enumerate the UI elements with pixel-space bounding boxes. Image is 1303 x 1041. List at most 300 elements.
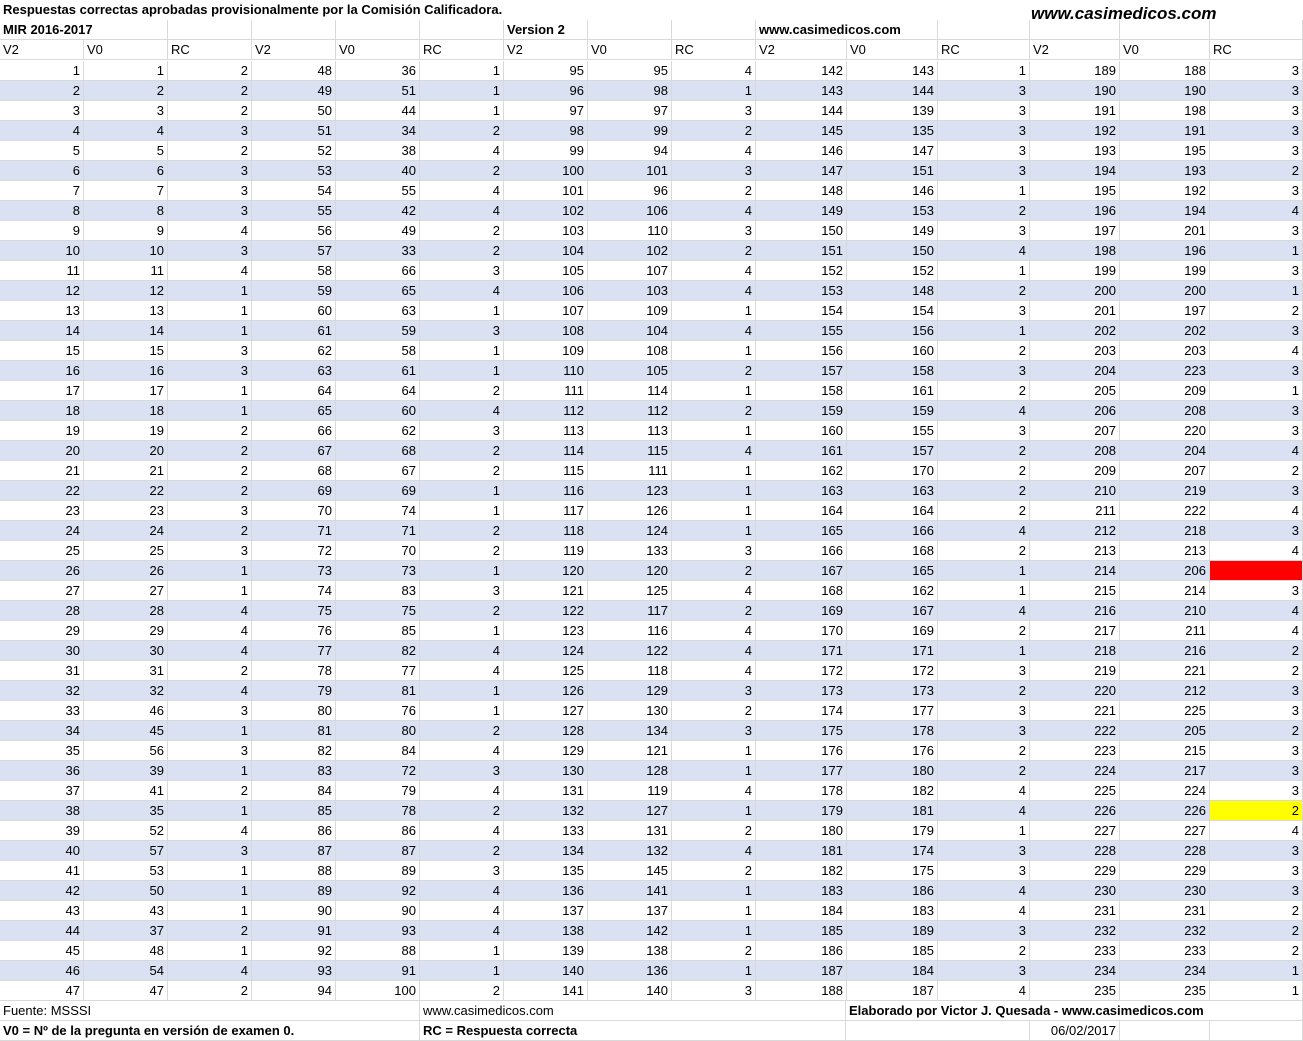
column-header: RC	[168, 40, 252, 60]
table-cell: 2	[168, 481, 252, 501]
table-cell: 1	[938, 581, 1030, 601]
table-cell: 76	[336, 701, 420, 721]
table-cell: 25	[0, 541, 84, 561]
table-cell: 154	[756, 301, 847, 321]
table-cell: 1	[672, 761, 756, 781]
table-cell: 206	[1030, 401, 1120, 421]
table-cell: 2	[1210, 301, 1303, 321]
table-row	[0, 141, 1303, 161]
table-row	[0, 581, 1303, 601]
table-cell: 3	[168, 841, 252, 861]
table-cell: 2	[420, 981, 504, 1001]
table-cell: 197	[1120, 301, 1210, 321]
table-cell: 19	[84, 421, 168, 441]
table-cell: 88	[336, 941, 420, 961]
table-row	[0, 741, 1303, 761]
table-cell: 180	[756, 821, 847, 841]
table-cell: 7	[0, 181, 84, 201]
table-cell: 150	[847, 241, 938, 261]
table-cell: 1	[168, 301, 252, 321]
table-cell: 158	[847, 361, 938, 381]
table-cell: 4	[420, 641, 504, 661]
table-cell: 1	[420, 561, 504, 581]
table-cell: 2	[938, 941, 1030, 961]
table-cell: 3	[420, 581, 504, 601]
table-cell: 146	[847, 181, 938, 201]
table-cell: 1	[168, 281, 252, 301]
table-cell: 60	[252, 301, 336, 321]
table-cell: 4	[168, 961, 252, 981]
table-cell: 57	[252, 241, 336, 261]
table-cell: 3	[938, 861, 1030, 881]
table-cell: 2	[672, 241, 756, 261]
table-cell: 1	[672, 421, 756, 441]
table-cell: 20	[84, 441, 168, 461]
table-cell: 2	[420, 461, 504, 481]
footer-site: www.casimedicos.com	[420, 1001, 846, 1021]
table-cell: 3	[938, 721, 1030, 741]
table-cell: 1	[938, 641, 1030, 661]
table-cell: 151	[756, 241, 847, 261]
table-cell: 89	[336, 861, 420, 881]
table-cell: 2	[168, 661, 252, 681]
table-cell: 169	[756, 601, 847, 621]
table-cell: 90	[336, 901, 420, 921]
table-row	[0, 81, 1303, 101]
table-cell: 161	[847, 381, 938, 401]
date-stamp: 06/02/2017	[1030, 1021, 1120, 1041]
table-cell: 172	[756, 661, 847, 681]
table-cell: 12	[84, 281, 168, 301]
table-cell: 116	[504, 481, 588, 501]
table-cell: 174	[756, 701, 847, 721]
table-cell: 147	[756, 161, 847, 181]
table-cell: 71	[252, 521, 336, 541]
table-cell: 136	[588, 961, 672, 981]
table-cell: 162	[756, 461, 847, 481]
table-cell: 3	[168, 161, 252, 181]
table-cell: 81	[336, 681, 420, 701]
table-cell: 100	[336, 981, 420, 1001]
table-cell: 119	[504, 541, 588, 561]
table-cell: 142	[756, 61, 847, 81]
column-header: V2	[756, 40, 847, 60]
table-cell: 232	[1120, 921, 1210, 941]
table-row	[0, 481, 1303, 501]
table-cell: 230	[1030, 881, 1120, 901]
table-cell: 176	[847, 741, 938, 761]
table-cell: 223	[1120, 361, 1210, 381]
table-cell: 205	[1030, 381, 1120, 401]
table-cell: 2	[938, 541, 1030, 561]
table-cell: 125	[504, 661, 588, 681]
table-cell: 72	[336, 761, 420, 781]
column-header: V2	[252, 40, 336, 60]
table-cell: 163	[847, 481, 938, 501]
table-cell: 90	[252, 901, 336, 921]
table-cell: 146	[756, 141, 847, 161]
table-cell: 226	[1030, 801, 1120, 821]
table-row	[0, 841, 1303, 861]
table-cell: 3	[1210, 741, 1303, 761]
table-cell: 4	[672, 661, 756, 681]
table-cell: 134	[504, 841, 588, 861]
table-row	[0, 701, 1303, 721]
table-cell: 133	[504, 821, 588, 841]
table-cell: 3	[672, 221, 756, 241]
table-cell: 122	[588, 641, 672, 661]
table-cell: 44	[0, 921, 84, 941]
table-cell: 99	[504, 141, 588, 161]
table-cell: 190	[1120, 81, 1210, 101]
table-cell: 178	[847, 721, 938, 741]
table-cell: 21	[0, 461, 84, 481]
table-cell: 2	[168, 781, 252, 801]
table-cell: 107	[504, 301, 588, 321]
table-cell: 115	[504, 461, 588, 481]
table-cell: 2	[672, 561, 756, 581]
table-cell: 173	[756, 681, 847, 701]
table-cell: 24	[0, 521, 84, 541]
table-cell: 108	[588, 341, 672, 361]
legend-rc: RC = Respuesta correcta	[420, 1021, 846, 1041]
table-cell: 4	[672, 141, 756, 161]
table-cell: 189	[1030, 61, 1120, 81]
table-cell: 3	[938, 421, 1030, 441]
table-cell: 228	[1120, 841, 1210, 861]
table-cell: 68	[336, 441, 420, 461]
table-cell: 176	[756, 741, 847, 761]
footer-row-2	[0, 1021, 1303, 1041]
table-cell: 140	[504, 961, 588, 981]
table-cell: 4	[420, 901, 504, 921]
table-cell: 4	[938, 981, 1030, 1001]
table-cell: 56	[84, 741, 168, 761]
table-cell: 1	[938, 821, 1030, 841]
table-cell: 8	[0, 201, 84, 221]
table-cell: 4	[420, 201, 504, 221]
table-row	[0, 321, 1303, 341]
table-cell: 67	[252, 441, 336, 461]
table-cell: 2	[938, 201, 1030, 221]
table-cell: 130	[588, 701, 672, 721]
table-cell: 63	[252, 361, 336, 381]
table-cell: 159	[847, 401, 938, 421]
table-cell: 3	[672, 681, 756, 701]
table-cell: 61	[252, 321, 336, 341]
table-cell: 73	[252, 561, 336, 581]
table-cell: 235	[1030, 981, 1120, 1001]
table-cell: 3	[938, 361, 1030, 381]
table-cell: 1	[1210, 241, 1303, 261]
table-cell: 1	[168, 881, 252, 901]
table-cell: 3	[168, 341, 252, 361]
table-cell: 18	[84, 401, 168, 421]
table-row	[0, 781, 1303, 801]
table-cell: 3	[1210, 701, 1303, 721]
table-cell: 119	[588, 781, 672, 801]
table-cell: 2	[420, 841, 504, 861]
table-cell: 182	[756, 861, 847, 881]
table-cell: 4	[420, 661, 504, 681]
table-cell: 2	[168, 921, 252, 941]
table-cell: 74	[252, 581, 336, 601]
column-header: RC	[1210, 40, 1303, 60]
table-cell: 1	[672, 901, 756, 921]
table-cell: 149	[847, 221, 938, 241]
table-cell: 138	[504, 921, 588, 941]
table-row	[0, 901, 1303, 921]
table-cell: 217	[1030, 621, 1120, 641]
legend-v0: V0 = Nº de la pregunta en versión de examen 0.	[0, 1021, 420, 1041]
table-cell: 82	[252, 741, 336, 761]
table-cell: 4	[1210, 821, 1303, 841]
table-cell: 34	[336, 121, 420, 141]
table-cell: 56	[252, 221, 336, 241]
table-cell: 21	[84, 461, 168, 481]
table-cell: 1	[420, 301, 504, 321]
table-cell: 66	[252, 421, 336, 441]
table-cell: 3	[168, 241, 252, 261]
table-cell: 41	[84, 781, 168, 801]
table-cell: 202	[1120, 321, 1210, 341]
table-cell: 84	[252, 781, 336, 801]
table-cell: 3	[168, 181, 252, 201]
table-cell: 4	[938, 781, 1030, 801]
table-cell: 3	[1210, 81, 1303, 101]
table-cell: 3	[1210, 761, 1303, 781]
table-cell: 170	[847, 461, 938, 481]
table-cell: 140	[588, 981, 672, 1001]
table-cell: 147	[847, 141, 938, 161]
table-cell: 3	[672, 721, 756, 741]
table-cell: 4	[672, 781, 756, 801]
table-cell: 80	[252, 701, 336, 721]
table-cell: 158	[756, 381, 847, 401]
table-cell: 33	[336, 241, 420, 261]
table-cell: 233	[1120, 941, 1210, 961]
table-cell: 131	[588, 821, 672, 841]
table-cell: 2	[168, 81, 252, 101]
table-cell: 195	[1030, 181, 1120, 201]
table-cell: 2	[672, 861, 756, 881]
table-cell: 82	[336, 641, 420, 661]
table-row	[0, 981, 1303, 1001]
table-cell: 72	[252, 541, 336, 561]
table-cell: 79	[336, 781, 420, 801]
table-cell: 9	[0, 221, 84, 241]
table-cell: 1	[420, 361, 504, 381]
table-cell: 46	[0, 961, 84, 981]
table-cell: 213	[1030, 541, 1120, 561]
table-cell: 2	[168, 981, 252, 1001]
table-cell: 4	[672, 61, 756, 81]
table-cell: 2	[1210, 721, 1303, 741]
table-cell: 4	[672, 581, 756, 601]
table-cell: 157	[847, 441, 938, 461]
table-cell: 4	[672, 321, 756, 341]
table-cell: 4	[0, 121, 84, 141]
table-cell: 2	[938, 741, 1030, 761]
table-cell: 3	[672, 101, 756, 121]
table-cell: 92	[252, 941, 336, 961]
table-cell: 128	[588, 761, 672, 781]
table-cell: 177	[756, 761, 847, 781]
table-cell: 7	[84, 181, 168, 201]
table-cell: 62	[252, 341, 336, 361]
table-cell: 123	[588, 481, 672, 501]
table-cell: 179	[847, 821, 938, 841]
table-cell: 173	[847, 681, 938, 701]
table-cell: 96	[588, 181, 672, 201]
table-cell: 196	[1120, 241, 1210, 261]
table-cell: 13	[0, 301, 84, 321]
table-cell: 4	[420, 881, 504, 901]
table-cell: 19	[0, 421, 84, 441]
table-cell: 175	[847, 861, 938, 881]
table-cell: 3	[1210, 521, 1303, 541]
table-cell: 120	[588, 561, 672, 581]
table-cell: 166	[756, 541, 847, 561]
table-cell: 2	[672, 941, 756, 961]
table-cell: 73	[336, 561, 420, 581]
table-cell: 3	[938, 81, 1030, 101]
table-cell: 2	[672, 361, 756, 381]
table-row	[0, 441, 1303, 461]
table-row	[0, 861, 1303, 881]
table-cell: 49	[336, 221, 420, 241]
table-row	[0, 381, 1303, 401]
table-cell: 2	[672, 701, 756, 721]
table-cell: 182	[847, 781, 938, 801]
table-cell: 23	[0, 501, 84, 521]
table-cell: 2	[938, 761, 1030, 781]
page-title: Respuestas correctas aprobadas provisionalmente por la Comisión Calificadora.	[3, 2, 503, 17]
column-header: V0	[847, 40, 938, 60]
table-cell: 6	[0, 161, 84, 181]
version-label: Version 2	[504, 20, 588, 40]
table-cell: 86	[252, 821, 336, 841]
table-cell: 3	[1210, 841, 1303, 861]
table-cell: 231	[1120, 901, 1210, 921]
table-cell: 4	[420, 401, 504, 421]
table-row	[0, 201, 1303, 221]
table-cell: 39	[84, 761, 168, 781]
table-cell: 211	[1120, 621, 1210, 641]
table-cell: 37	[84, 921, 168, 941]
table-cell: 142	[588, 921, 672, 941]
table-cell: 125	[588, 581, 672, 601]
table-cell: 2	[168, 421, 252, 441]
table-cell: 8	[84, 201, 168, 221]
table-cell: 200	[1030, 281, 1120, 301]
table-cell: 3	[420, 861, 504, 881]
table-cell: 41	[0, 861, 84, 881]
table-cell: 65	[336, 281, 420, 301]
table-cell: 235	[1120, 981, 1210, 1001]
table-cell: 86	[336, 821, 420, 841]
table-cell: 57	[84, 841, 168, 861]
table-cell: 189	[847, 921, 938, 941]
table-cell: 66	[336, 261, 420, 281]
table-cell: 135	[504, 861, 588, 881]
table-cell: 1	[168, 941, 252, 961]
table-cell: 1	[420, 81, 504, 101]
table-cell: 202	[1030, 321, 1120, 341]
table-cell: 36	[0, 761, 84, 781]
table-cell: 38	[0, 801, 84, 821]
table-cell: 201	[1030, 301, 1120, 321]
table-cell: 4	[938, 801, 1030, 821]
table-cell: 2	[420, 441, 504, 461]
table-cell: 3	[938, 961, 1030, 981]
table-row	[0, 361, 1303, 381]
table-cell: 1	[1210, 981, 1303, 1001]
table-cell: 4	[168, 621, 252, 641]
table-cell: 2	[420, 541, 504, 561]
table-cell: 1	[168, 381, 252, 401]
table-cell: 224	[1120, 781, 1210, 801]
table-row	[0, 61, 1303, 81]
table-cell: 1	[672, 501, 756, 521]
table-row	[0, 521, 1303, 541]
table-cell: 128	[504, 721, 588, 741]
table-cell: 64	[336, 381, 420, 401]
table-cell: 83	[336, 581, 420, 601]
table-cell: 65	[252, 401, 336, 421]
table-cell: 35	[0, 741, 84, 761]
table-cell: 98	[504, 121, 588, 141]
table-cell: 200	[1120, 281, 1210, 301]
table-row	[0, 801, 1303, 821]
table-cell: 127	[504, 701, 588, 721]
table-cell: 114	[504, 441, 588, 461]
table-cell: 122	[504, 601, 588, 621]
table-cell: 2	[1210, 921, 1303, 941]
table-cell: 1	[672, 81, 756, 101]
table-cell: 20	[0, 441, 84, 461]
table-cell: 4	[672, 201, 756, 221]
table-row	[0, 261, 1303, 281]
table-cell: 3	[1210, 321, 1303, 341]
table-cell: 53	[84, 861, 168, 881]
table-cell: 1	[420, 941, 504, 961]
table-cell: 144	[847, 81, 938, 101]
table-cell: 59	[336, 321, 420, 341]
table-cell: 231	[1030, 901, 1120, 921]
table-cell: 179	[756, 801, 847, 821]
table-cell: 1	[420, 701, 504, 721]
table-cell: 3	[672, 981, 756, 1001]
table-cell: 22	[84, 481, 168, 501]
table-cell: 111	[588, 461, 672, 481]
table-cell: 219	[1120, 481, 1210, 501]
table-cell: 3	[938, 841, 1030, 861]
table-cell: 52	[252, 141, 336, 161]
table-cell: 198	[1030, 241, 1120, 261]
table-cell: 1	[420, 101, 504, 121]
table-cell: 75	[336, 601, 420, 621]
table-cell: 2	[0, 81, 84, 101]
table-cell: 166	[847, 521, 938, 541]
table-cell: 3	[84, 101, 168, 121]
table-cell: 1	[672, 741, 756, 761]
table-cell: 2	[672, 601, 756, 621]
table-cell: 1	[168, 861, 252, 881]
table-cell: 2	[1210, 461, 1303, 481]
table-cell: 15	[84, 341, 168, 361]
table-cell: 2	[1210, 941, 1303, 961]
